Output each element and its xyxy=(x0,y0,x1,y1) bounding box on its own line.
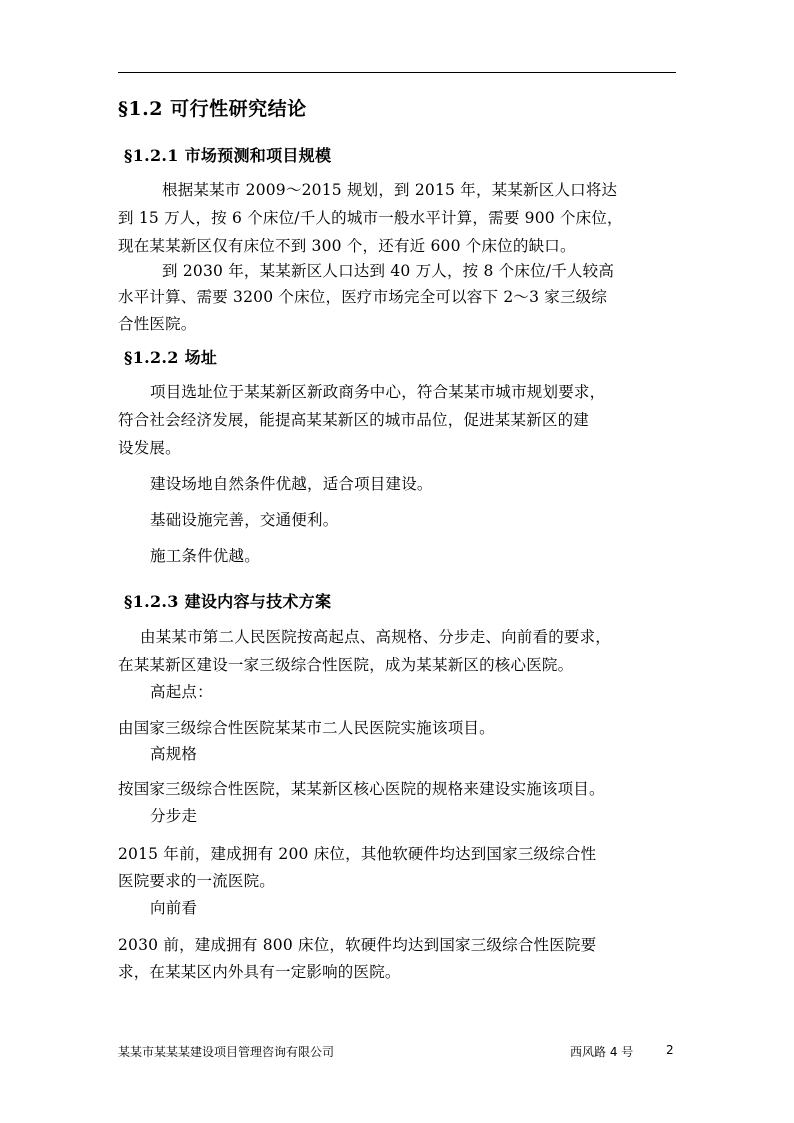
paragraph-line: 高起点： xyxy=(150,683,213,701)
paragraph-line: 医院要求的一流医院。 xyxy=(118,872,276,890)
paragraph-line: 由国家三级综合性医院某某市二人民医院实施该项目。 xyxy=(118,719,495,737)
paragraph-line: 施工条件优越。 xyxy=(150,547,260,565)
footer-address: 西风路 4 号 xyxy=(570,1045,634,1059)
paragraph-line: 基础设施完善，交通便利。 xyxy=(150,511,339,529)
paragraph-line: 到 15 万人，按 6 个床位/千人的城市一般水平计算，需要 900 个床位， xyxy=(118,209,623,227)
subsection-title-construction: §1.2.3 建设内容与技术方案 xyxy=(124,592,332,611)
footer-company: 某某市某某某建设项目管理咨询有限公司 xyxy=(118,1045,335,1059)
paragraph-line: 2015 年前，建成拥有 200 床位，其他软硬件均达到国家三级综合性 xyxy=(118,845,597,863)
paragraph-line: 合性医院。 xyxy=(118,315,197,333)
subsection-title-market: §1.2.1 市场预测和项目规模 xyxy=(124,146,332,165)
paragraph-line: 在某某新区建设一家三级综合性医院，成为某某新区的核心医院。 xyxy=(118,656,574,674)
paragraph-line: 高规格 xyxy=(150,745,198,763)
paragraph-line: 按国家三级综合性医院，某某新区核心医院的规格来建设实施该项目。 xyxy=(118,780,605,798)
subsection-title-site: §1.2.2 场址 xyxy=(124,348,218,367)
section-heading: §1.2 可行性研究结论 xyxy=(118,98,307,120)
header-rule xyxy=(118,72,676,73)
paragraph-line: 现在某某新区仅有床位不到 300 个，还有近 600 个床位的缺口。 xyxy=(118,237,576,255)
footer-page-number: 2 xyxy=(666,1043,674,1057)
paragraph-line: 水平计算、需要 3200 个床位，医疗市场完全可以容下 2～3 家三级综 xyxy=(118,288,608,306)
paragraph-line: 项目选址位于某某新区新政商务中心，符合某某市城市规划要求， xyxy=(150,383,606,401)
paragraph-line: 由某某市第二人民医院按高起点、高规格、分步走、向前看的要求， xyxy=(140,628,612,646)
paragraph-line: 建设场地自然条件优越，适合项目建设。 xyxy=(150,475,433,493)
paragraph-line: 设发展。 xyxy=(118,439,181,457)
paragraph-line: 根据某某市 2009～2015 规划，到 2015 年，某某新区人口将达 xyxy=(162,181,618,199)
paragraph-line: 分步走 xyxy=(150,807,198,825)
paragraph-line: 符合社会经济发展，能提高某某新区的城市品位，促进某某新区的建 xyxy=(118,411,590,429)
paragraph-line: 到 2030 年，某某新区人口达到 40 万人，按 8 个床位/千人较高 xyxy=(162,262,615,280)
paragraph-line: 2030 前，建成拥有 800 床位，软硬件均达到国家三级综合性医院要 xyxy=(118,936,597,954)
paragraph-line: 向前看 xyxy=(150,899,198,917)
paragraph-line: 求，在某某区内外具有一定影响的医院。 xyxy=(118,963,401,981)
